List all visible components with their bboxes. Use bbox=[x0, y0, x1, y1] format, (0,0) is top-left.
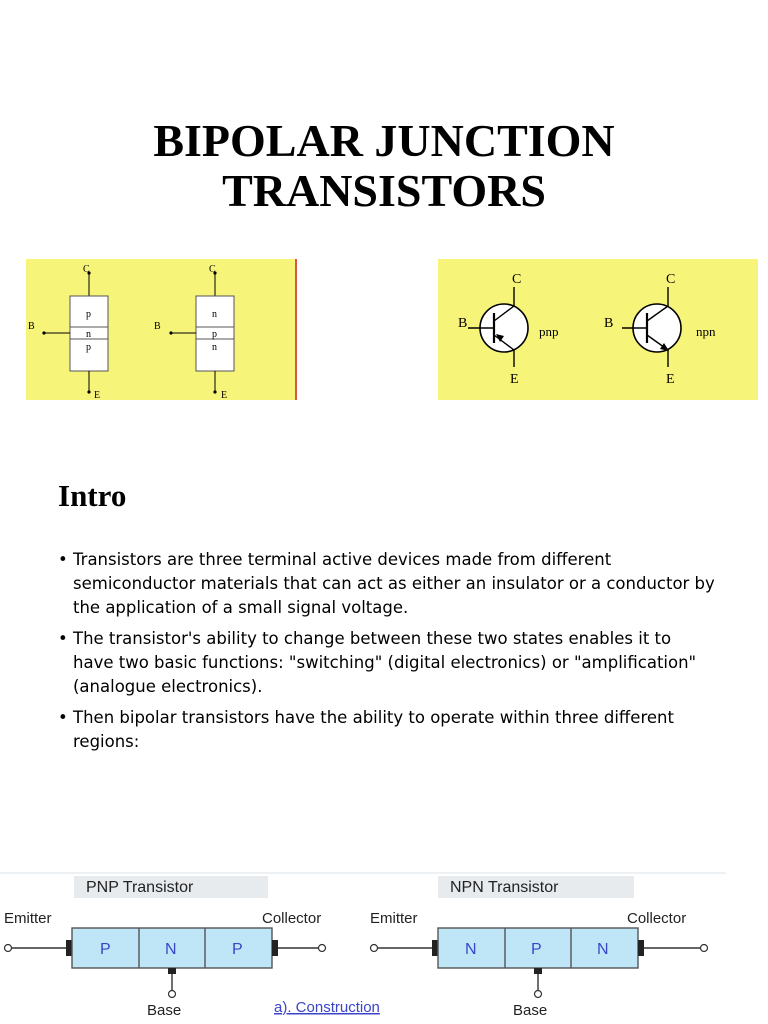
pnp-title: PNP Transistor bbox=[86, 879, 194, 896]
layer-bottom: n bbox=[212, 342, 217, 353]
collector-label: C bbox=[83, 264, 90, 275]
emitter-label: Emitter bbox=[4, 910, 52, 927]
base-label: B bbox=[604, 316, 614, 331]
title-line-2: TRANSISTORS bbox=[222, 165, 546, 216]
figure-edge bbox=[295, 259, 297, 400]
collector-label: C bbox=[209, 264, 216, 275]
base-label: Base bbox=[147, 1002, 182, 1019]
bullet-item: • The transistor's ability to change between these two states enables it to have two basic functions: "switching" (digital electronics) or "amplification" (analogue electronics). bbox=[56, 627, 716, 699]
collector-label: C bbox=[666, 272, 676, 287]
npn-type-label: npn bbox=[696, 324, 716, 339]
bullet-item: • Transistors are three terminal active devices made from different semiconductor materials that can act as either an insulator or a conductor by the application of a small signal voltage. bbox=[56, 548, 716, 620]
layer-top: n bbox=[212, 309, 217, 320]
layer-bottom: p bbox=[86, 342, 91, 353]
emitter-label: Emitter bbox=[370, 910, 418, 927]
base-label: B bbox=[458, 316, 468, 331]
intro-heading: Intro bbox=[58, 478, 127, 513]
junction-layers-figure bbox=[26, 259, 300, 400]
layer-emitter: N bbox=[465, 941, 477, 958]
bullet-item: • Then bipolar transistors have the ability to operate within three different regions: bbox=[56, 706, 716, 754]
layer-middle: p bbox=[212, 329, 217, 340]
layer-base: N bbox=[165, 941, 177, 958]
collector-label: C bbox=[512, 272, 522, 287]
pnp-type-label: pnp bbox=[539, 324, 559, 339]
page-title bbox=[0, 116, 768, 216]
layer-collector: P bbox=[232, 941, 243, 958]
emitter-label: E bbox=[221, 390, 228, 400]
emitter-label: E bbox=[94, 390, 101, 400]
transistor-symbols-figure bbox=[438, 259, 758, 400]
figure-background bbox=[26, 259, 296, 400]
construction-figure bbox=[0, 872, 726, 1024]
emitter-label: E bbox=[666, 372, 675, 387]
collector-label: Collector bbox=[262, 910, 322, 927]
base-label: B bbox=[28, 321, 35, 332]
emitter-label: E bbox=[510, 372, 519, 387]
layer-top: p bbox=[86, 309, 91, 320]
layer-base: P bbox=[531, 941, 542, 958]
layer-middle: n bbox=[86, 329, 91, 340]
base-label: Base bbox=[513, 1002, 548, 1019]
layer-emitter: P bbox=[100, 941, 111, 958]
title-line-1: BIPOLAR JUNCTION bbox=[153, 115, 615, 166]
intro-bullet-list bbox=[56, 548, 716, 761]
construction-caption: a). Construction bbox=[274, 999, 380, 1016]
npn-title: NPN Transistor bbox=[450, 879, 559, 896]
layer-collector: N bbox=[597, 941, 609, 958]
base-label: B bbox=[154, 321, 161, 332]
collector-label: Collector bbox=[627, 910, 687, 927]
